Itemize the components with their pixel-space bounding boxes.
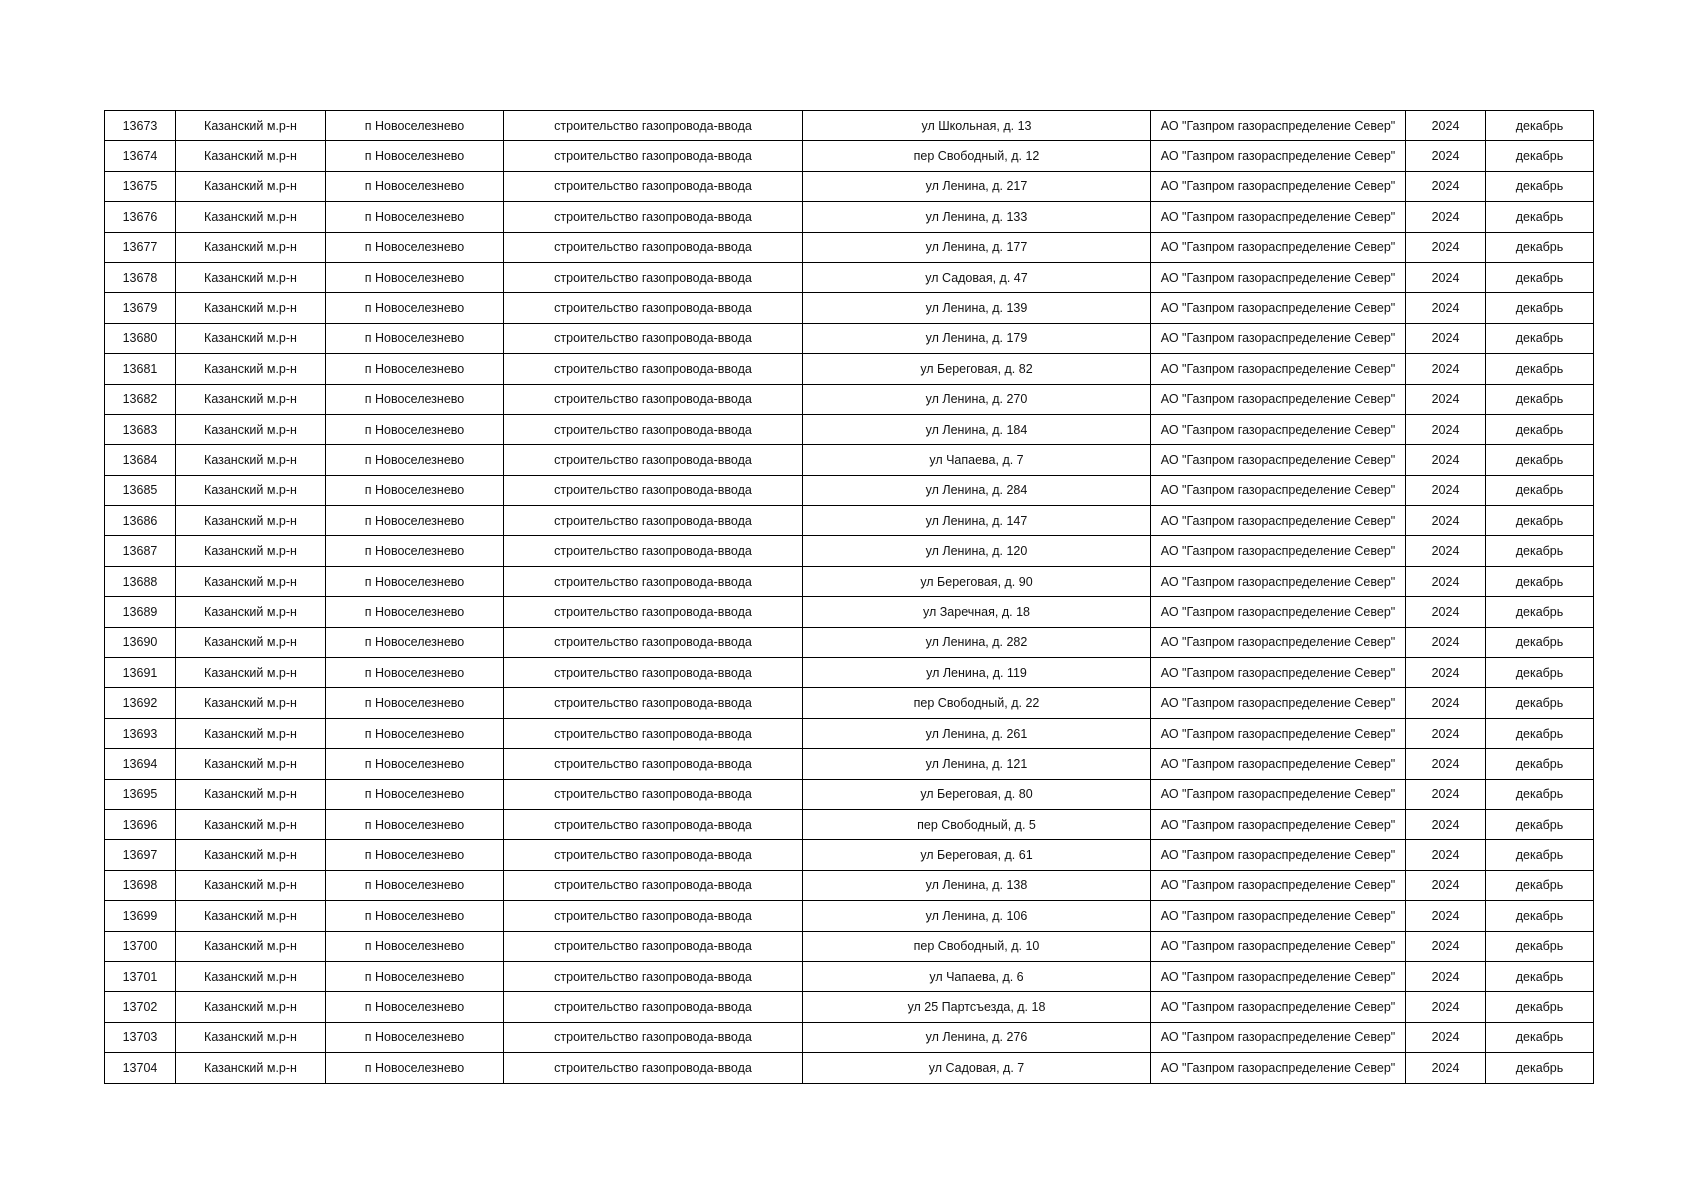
settlement-cell: п Новоселезнево (326, 232, 504, 262)
district-cell: Казанский м.р-н (176, 232, 326, 262)
settlement-cell: п Новоселезнево (326, 475, 504, 505)
work-type-cell: строительство газопровода-ввода (504, 961, 803, 991)
organization-cell: АО "Газпром газораспределение Север" (1151, 1053, 1406, 1083)
settlement-cell: п Новоселезнево (326, 749, 504, 779)
settlement-cell: п Новоселезнево (326, 901, 504, 931)
district-cell: Казанский м.р-н (176, 445, 326, 475)
organization-cell: АО "Газпром газораспределение Север" (1151, 931, 1406, 961)
settlement-cell: п Новоселезнево (326, 536, 504, 566)
table-row (105, 749, 1594, 779)
work-type-cell: строительство газопровода-ввода (504, 597, 803, 627)
row-number-cell: 13677 (105, 232, 176, 262)
settlement-cell: п Новоселезнево (326, 840, 504, 870)
work-type-cell: строительство газопровода-ввода (504, 171, 803, 201)
district-cell: Казанский м.р-н (176, 931, 326, 961)
table-row (105, 627, 1594, 657)
row-number-cell: 13692 (105, 688, 176, 718)
settlement-cell: п Новоселезнево (326, 566, 504, 596)
month-cell: декабрь (1486, 597, 1594, 627)
year-cell: 2024 (1406, 506, 1486, 536)
month-cell: декабрь (1486, 475, 1594, 505)
settlement-cell: п Новоселезнево (326, 931, 504, 961)
row-number-cell: 13697 (105, 840, 176, 870)
row-number-cell: 13681 (105, 354, 176, 384)
address-cell: ул Береговая, д. 80 (803, 779, 1151, 809)
document-table-container (104, 110, 1594, 1084)
table-row (105, 202, 1594, 232)
row-number-cell: 13676 (105, 202, 176, 232)
year-cell: 2024 (1406, 323, 1486, 353)
settlement-cell: п Новоселезнево (326, 992, 504, 1022)
year-cell: 2024 (1406, 749, 1486, 779)
organization-cell: АО "Газпром газораспределение Север" (1151, 262, 1406, 292)
address-cell: ул Чапаева, д. 6 (803, 961, 1151, 991)
year-cell: 2024 (1406, 688, 1486, 718)
year-cell: 2024 (1406, 566, 1486, 596)
year-cell: 2024 (1406, 171, 1486, 201)
month-cell: декабрь (1486, 293, 1594, 323)
table-row (105, 1022, 1594, 1052)
table-row (105, 111, 1594, 141)
address-cell: ул Ленина, д. 270 (803, 384, 1151, 414)
district-cell: Казанский м.р-н (176, 475, 326, 505)
address-cell: ул Ленина, д. 179 (803, 323, 1151, 353)
district-cell: Казанский м.р-н (176, 1053, 326, 1083)
address-cell: ул Береговая, д. 61 (803, 840, 1151, 870)
district-cell: Казанский м.р-н (176, 809, 326, 839)
address-cell: ул Школьная, д. 13 (803, 111, 1151, 141)
row-number-cell: 13699 (105, 901, 176, 931)
month-cell: декабрь (1486, 202, 1594, 232)
address-cell: ул Ленина, д. 177 (803, 232, 1151, 262)
work-type-cell: строительство газопровода-ввода (504, 688, 803, 718)
year-cell: 2024 (1406, 931, 1486, 961)
district-cell: Казанский м.р-н (176, 779, 326, 809)
district-cell: Казанский м.р-н (176, 1022, 326, 1052)
work-type-cell: строительство газопровода-ввода (504, 779, 803, 809)
month-cell: декабрь (1486, 870, 1594, 900)
table-row (105, 445, 1594, 475)
month-cell: декабрь (1486, 931, 1594, 961)
row-number-cell: 13679 (105, 293, 176, 323)
district-cell: Казанский м.р-н (176, 597, 326, 627)
organization-cell: АО "Газпром газораспределение Север" (1151, 961, 1406, 991)
month-cell: декабрь (1486, 901, 1594, 931)
work-type-cell: строительство газопровода-ввода (504, 840, 803, 870)
year-cell: 2024 (1406, 414, 1486, 444)
settlement-cell: п Новоселезнево (326, 262, 504, 292)
organization-cell: АО "Газпром газораспределение Север" (1151, 202, 1406, 232)
table-row (105, 931, 1594, 961)
settlement-cell: п Новоселезнево (326, 627, 504, 657)
organization-cell: АО "Газпром газораспределение Север" (1151, 293, 1406, 323)
district-cell: Казанский м.р-н (176, 688, 326, 718)
row-number-cell: 13702 (105, 992, 176, 1022)
row-number-cell: 13689 (105, 597, 176, 627)
work-type-cell: строительство газопровода-ввода (504, 658, 803, 688)
organization-cell: АО "Газпром газораспределение Север" (1151, 323, 1406, 353)
month-cell: декабрь (1486, 506, 1594, 536)
table-row (105, 961, 1594, 991)
table-row (105, 323, 1594, 353)
row-number-cell: 13695 (105, 779, 176, 809)
address-cell: ул Ленина, д. 138 (803, 870, 1151, 900)
month-cell: декабрь (1486, 141, 1594, 171)
settlement-cell: п Новоселезнево (326, 688, 504, 718)
settlement-cell: п Новоселезнево (326, 384, 504, 414)
settlement-cell: п Новоселезнево (326, 809, 504, 839)
address-cell: ул Ленина, д. 139 (803, 293, 1151, 323)
district-cell: Казанский м.р-н (176, 901, 326, 931)
organization-cell: АО "Газпром газораспределение Север" (1151, 901, 1406, 931)
district-cell: Казанский м.р-н (176, 171, 326, 201)
address-cell: пер Свободный, д. 5 (803, 809, 1151, 839)
organization-cell: АО "Газпром газораспределение Север" (1151, 141, 1406, 171)
row-number-cell: 13701 (105, 961, 176, 991)
work-type-cell: строительство газопровода-ввода (504, 293, 803, 323)
month-cell: декабрь (1486, 323, 1594, 353)
settlement-cell: п Новоселезнево (326, 445, 504, 475)
work-type-cell: строительство газопровода-ввода (504, 354, 803, 384)
work-type-cell: строительство газопровода-ввода (504, 414, 803, 444)
address-cell: пер Свободный, д. 22 (803, 688, 1151, 718)
address-cell: ул 25 Партсъезда, д. 18 (803, 992, 1151, 1022)
table-row (105, 718, 1594, 748)
district-cell: Казанский м.р-н (176, 961, 326, 991)
month-cell: декабрь (1486, 354, 1594, 384)
year-cell: 2024 (1406, 597, 1486, 627)
district-cell: Казанский м.р-н (176, 262, 326, 292)
organization-cell: АО "Газпром газораспределение Север" (1151, 870, 1406, 900)
table-row (105, 566, 1594, 596)
row-number-cell: 13684 (105, 445, 176, 475)
settlement-cell: п Новоселезнево (326, 870, 504, 900)
address-cell: ул Ленина, д. 120 (803, 536, 1151, 566)
month-cell: декабрь (1486, 232, 1594, 262)
year-cell: 2024 (1406, 354, 1486, 384)
district-cell: Казанский м.р-н (176, 749, 326, 779)
month-cell: декабрь (1486, 262, 1594, 292)
address-cell: ул Ленина, д. 217 (803, 171, 1151, 201)
address-cell: пер Свободный, д. 12 (803, 141, 1151, 171)
settlement-cell: п Новоселезнево (326, 141, 504, 171)
row-number-cell: 13691 (105, 658, 176, 688)
month-cell: декабрь (1486, 171, 1594, 201)
address-cell: ул Ленина, д. 276 (803, 1022, 1151, 1052)
district-cell: Казанский м.р-н (176, 992, 326, 1022)
row-number-cell: 13680 (105, 323, 176, 353)
address-cell: ул Ленина, д. 282 (803, 627, 1151, 657)
table-row (105, 475, 1594, 505)
settlement-cell: п Новоселезнево (326, 658, 504, 688)
district-cell: Казанский м.р-н (176, 840, 326, 870)
row-number-cell: 13686 (105, 506, 176, 536)
year-cell: 2024 (1406, 718, 1486, 748)
work-type-cell: строительство газопровода-ввода (504, 718, 803, 748)
organization-cell: АО "Газпром газораспределение Север" (1151, 536, 1406, 566)
year-cell: 2024 (1406, 141, 1486, 171)
address-cell: ул Береговая, д. 82 (803, 354, 1151, 384)
address-cell: ул Береговая, д. 90 (803, 566, 1151, 596)
work-type-cell: строительство газопровода-ввода (504, 111, 803, 141)
work-type-cell: строительство газопровода-ввода (504, 809, 803, 839)
year-cell: 2024 (1406, 901, 1486, 931)
settlement-cell: п Новоселезнево (326, 506, 504, 536)
settlement-cell: п Новоселезнево (326, 1022, 504, 1052)
row-number-cell: 13685 (105, 475, 176, 505)
work-type-cell: строительство газопровода-ввода (504, 506, 803, 536)
settlement-cell: п Новоселезнево (326, 597, 504, 627)
month-cell: декабрь (1486, 961, 1594, 991)
organization-cell: АО "Газпром газораспределение Север" (1151, 749, 1406, 779)
organization-cell: АО "Газпром газораспределение Север" (1151, 992, 1406, 1022)
month-cell: декабрь (1486, 414, 1594, 444)
table-row (105, 597, 1594, 627)
year-cell: 2024 (1406, 779, 1486, 809)
work-type-cell: строительство газопровода-ввода (504, 323, 803, 353)
year-cell: 2024 (1406, 475, 1486, 505)
work-type-cell: строительство газопровода-ввода (504, 384, 803, 414)
year-cell: 2024 (1406, 992, 1486, 1022)
address-cell: ул Ленина, д. 106 (803, 901, 1151, 931)
work-type-cell: строительство газопровода-ввода (504, 992, 803, 1022)
settlement-cell: п Новоселезнево (326, 718, 504, 748)
table-row (105, 809, 1594, 839)
table-row (105, 414, 1594, 444)
table-row (105, 232, 1594, 262)
row-number-cell: 13675 (105, 171, 176, 201)
month-cell: декабрь (1486, 658, 1594, 688)
year-cell: 2024 (1406, 961, 1486, 991)
district-cell: Казанский м.р-н (176, 870, 326, 900)
address-cell: ул Чапаева, д. 7 (803, 445, 1151, 475)
address-cell: ул Ленина, д. 119 (803, 658, 1151, 688)
settlement-cell: п Новоселезнево (326, 414, 504, 444)
work-type-cell: строительство газопровода-ввода (504, 141, 803, 171)
organization-cell: АО "Газпром газораспределение Север" (1151, 840, 1406, 870)
organization-cell: АО "Газпром газораспределение Север" (1151, 658, 1406, 688)
month-cell: декабрь (1486, 840, 1594, 870)
gas-connection-table (104, 110, 1594, 1084)
work-type-cell: строительство газопровода-ввода (504, 232, 803, 262)
year-cell: 2024 (1406, 536, 1486, 566)
table-row (105, 1053, 1594, 1083)
year-cell: 2024 (1406, 293, 1486, 323)
settlement-cell: п Новоселезнево (326, 323, 504, 353)
settlement-cell: п Новоселезнево (326, 1053, 504, 1083)
year-cell: 2024 (1406, 384, 1486, 414)
address-cell: ул Заречная, д. 18 (803, 597, 1151, 627)
row-number-cell: 13682 (105, 384, 176, 414)
district-cell: Казанский м.р-н (176, 141, 326, 171)
table-row (105, 658, 1594, 688)
settlement-cell: п Новоселезнево (326, 779, 504, 809)
district-cell: Казанский м.р-н (176, 384, 326, 414)
year-cell: 2024 (1406, 1022, 1486, 1052)
month-cell: декабрь (1486, 688, 1594, 718)
month-cell: декабрь (1486, 992, 1594, 1022)
row-number-cell: 13683 (105, 414, 176, 444)
district-cell: Казанский м.р-н (176, 111, 326, 141)
row-number-cell: 13703 (105, 1022, 176, 1052)
organization-cell: АО "Газпром газораспределение Север" (1151, 779, 1406, 809)
address-cell: ул Ленина, д. 261 (803, 718, 1151, 748)
organization-cell: АО "Газпром газораспределение Север" (1151, 384, 1406, 414)
address-cell: ул Садовая, д. 7 (803, 1053, 1151, 1083)
work-type-cell: строительство газопровода-ввода (504, 749, 803, 779)
settlement-cell: п Новоселезнево (326, 961, 504, 991)
work-type-cell: строительство газопровода-ввода (504, 445, 803, 475)
row-number-cell: 13700 (105, 931, 176, 961)
work-type-cell: строительство газопровода-ввода (504, 1022, 803, 1052)
organization-cell: АО "Газпром газораспределение Север" (1151, 171, 1406, 201)
month-cell: декабрь (1486, 536, 1594, 566)
year-cell: 2024 (1406, 627, 1486, 657)
table-row (105, 354, 1594, 384)
organization-cell: АО "Газпром газораспределение Север" (1151, 475, 1406, 505)
month-cell: декабрь (1486, 111, 1594, 141)
month-cell: декабрь (1486, 566, 1594, 596)
table-row (105, 901, 1594, 931)
table-row (105, 536, 1594, 566)
table-row (105, 384, 1594, 414)
row-number-cell: 13694 (105, 749, 176, 779)
address-cell: ул Садовая, д. 47 (803, 262, 1151, 292)
table-row (105, 688, 1594, 718)
row-number-cell: 13674 (105, 141, 176, 171)
district-cell: Казанский м.р-н (176, 536, 326, 566)
organization-cell: АО "Газпром газораспределение Север" (1151, 718, 1406, 748)
row-number-cell: 13687 (105, 536, 176, 566)
organization-cell: АО "Газпром газораспределение Север" (1151, 111, 1406, 141)
month-cell: декабрь (1486, 384, 1594, 414)
table-row (105, 293, 1594, 323)
district-cell: Казанский м.р-н (176, 506, 326, 536)
table-row (105, 779, 1594, 809)
month-cell: декабрь (1486, 779, 1594, 809)
row-number-cell: 13673 (105, 111, 176, 141)
address-cell: ул Ленина, д. 121 (803, 749, 1151, 779)
table-row (105, 171, 1594, 201)
year-cell: 2024 (1406, 202, 1486, 232)
address-cell: ул Ленина, д. 133 (803, 202, 1151, 232)
district-cell: Казанский м.р-н (176, 566, 326, 596)
settlement-cell: п Новоселезнево (326, 171, 504, 201)
organization-cell: АО "Газпром газораспределение Север" (1151, 1022, 1406, 1052)
row-number-cell: 13693 (105, 718, 176, 748)
work-type-cell: строительство газопровода-ввода (504, 901, 803, 931)
month-cell: декабрь (1486, 749, 1594, 779)
month-cell: декабрь (1486, 445, 1594, 475)
organization-cell: АО "Газпром газораспределение Север" (1151, 809, 1406, 839)
table-row (105, 506, 1594, 536)
work-type-cell: строительство газопровода-ввода (504, 262, 803, 292)
table-row (105, 992, 1594, 1022)
work-type-cell: строительство газопровода-ввода (504, 1053, 803, 1083)
district-cell: Казанский м.р-н (176, 293, 326, 323)
table-row (105, 262, 1594, 292)
district-cell: Казанский м.р-н (176, 658, 326, 688)
work-type-cell: строительство газопровода-ввода (504, 870, 803, 900)
district-cell: Казанский м.р-н (176, 354, 326, 384)
organization-cell: АО "Газпром газораспределение Север" (1151, 445, 1406, 475)
settlement-cell: п Новоселезнево (326, 354, 504, 384)
settlement-cell: п Новоселезнево (326, 202, 504, 232)
district-cell: Казанский м.р-н (176, 202, 326, 232)
work-type-cell: строительство газопровода-ввода (504, 475, 803, 505)
year-cell: 2024 (1406, 1053, 1486, 1083)
year-cell: 2024 (1406, 809, 1486, 839)
organization-cell: АО "Газпром газораспределение Север" (1151, 597, 1406, 627)
month-cell: декабрь (1486, 809, 1594, 839)
month-cell: декабрь (1486, 718, 1594, 748)
row-number-cell: 13690 (105, 627, 176, 657)
year-cell: 2024 (1406, 840, 1486, 870)
year-cell: 2024 (1406, 445, 1486, 475)
settlement-cell: п Новоселезнево (326, 293, 504, 323)
year-cell: 2024 (1406, 658, 1486, 688)
district-cell: Казанский м.р-н (176, 323, 326, 353)
row-number-cell: 13678 (105, 262, 176, 292)
month-cell: декабрь (1486, 627, 1594, 657)
year-cell: 2024 (1406, 232, 1486, 262)
work-type-cell: строительство газопровода-ввода (504, 566, 803, 596)
district-cell: Казанский м.р-н (176, 414, 326, 444)
table-row (105, 870, 1594, 900)
organization-cell: АО "Газпром газораспределение Север" (1151, 414, 1406, 444)
district-cell: Казанский м.р-н (176, 627, 326, 657)
work-type-cell: строительство газопровода-ввода (504, 536, 803, 566)
work-type-cell: строительство газопровода-ввода (504, 627, 803, 657)
address-cell: ул Ленина, д. 284 (803, 475, 1151, 505)
organization-cell: АО "Газпром газораспределение Север" (1151, 506, 1406, 536)
table-row (105, 840, 1594, 870)
address-cell: ул Ленина, д. 184 (803, 414, 1151, 444)
month-cell: декабрь (1486, 1022, 1594, 1052)
address-cell: ул Ленина, д. 147 (803, 506, 1151, 536)
organization-cell: АО "Газпром газораспределение Север" (1151, 232, 1406, 262)
district-cell: Казанский м.р-н (176, 718, 326, 748)
organization-cell: АО "Газпром газораспределение Север" (1151, 566, 1406, 596)
address-cell: пер Свободный, д. 10 (803, 931, 1151, 961)
organization-cell: АО "Газпром газораспределение Север" (1151, 354, 1406, 384)
row-number-cell: 13704 (105, 1053, 176, 1083)
table-row (105, 141, 1594, 171)
month-cell: декабрь (1486, 1053, 1594, 1083)
organization-cell: АО "Газпром газораспределение Север" (1151, 688, 1406, 718)
organization-cell: АО "Газпром газораспределение Север" (1151, 627, 1406, 657)
year-cell: 2024 (1406, 870, 1486, 900)
work-type-cell: строительство газопровода-ввода (504, 202, 803, 232)
table-body (105, 111, 1594, 1084)
row-number-cell: 13698 (105, 870, 176, 900)
year-cell: 2024 (1406, 111, 1486, 141)
year-cell: 2024 (1406, 262, 1486, 292)
row-number-cell: 13688 (105, 566, 176, 596)
settlement-cell: п Новоселезнево (326, 111, 504, 141)
row-number-cell: 13696 (105, 809, 176, 839)
work-type-cell: строительство газопровода-ввода (504, 931, 803, 961)
